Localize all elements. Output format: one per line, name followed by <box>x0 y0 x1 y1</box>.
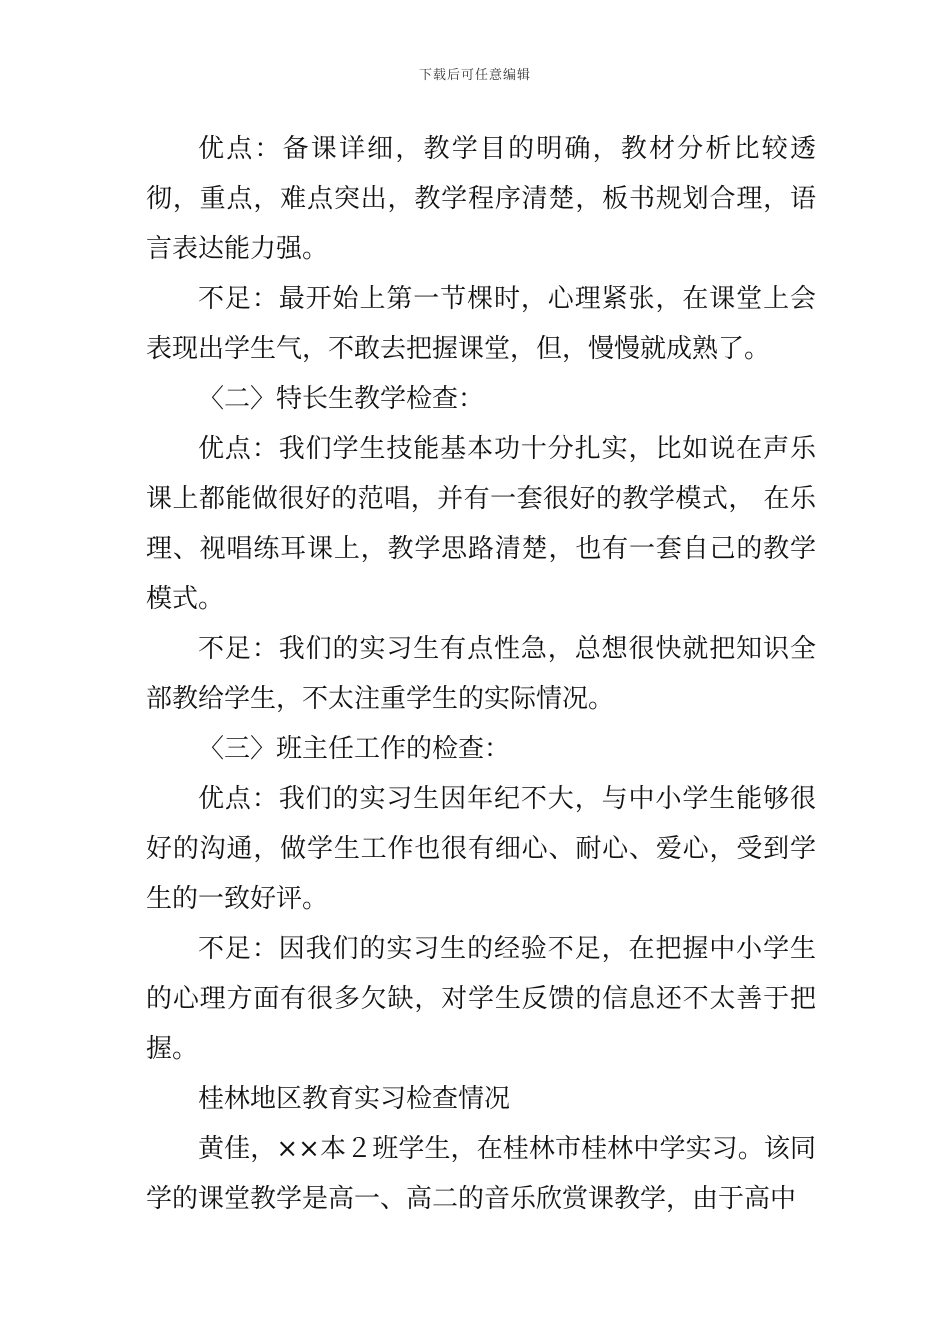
paragraph-teaching-weaknesses: 不足：最开始上第一节棵时，心理紧张，在课堂上会表现出学生气，不敢去把握课堂，但，慢慢就成熟了。 <box>146 284 816 364</box>
page-header: 下载后可任意编辑 <box>418 68 531 83</box>
paragraph-head-teacher-strengths: 优点：我们的实习生因年纪不大，与中小学生能够很好的沟通，做学生工作也很有细心、耐心、爱心，受到学生的一致好评。 <box>146 784 816 914</box>
section-heading-specialty-students: 〈二〉特长生教学检查： <box>198 384 485 414</box>
paragraph-head-teacher-weaknesses: 不足：因我们的实习生的经验不足，在把握中小学生的心理方面有很多欠缺，对学生反馈的信息还不太善于把握。 <box>146 934 816 1064</box>
paragraph-specialty-strengths: 优点：我们学生技能基本功十分扎实，比如说在声乐课上都能做很好的范唱，并有一套很好的教学模式， 在乐理、视唱练耳课上，教学思路清楚，也有一套自己的教学模式。 <box>146 434 816 614</box>
paragraph-student-huang-jia: 黄佳，××本２班学生，在桂林市桂林中学实习。该同学的课堂教学是高一、高二的音乐欣赏课教学，由于高中 <box>146 1134 816 1214</box>
section-heading-guilin-inspection: 桂林地区教育实习检查情况 <box>198 1084 511 1114</box>
paragraph-specialty-weaknesses: 不足：我们的实习生有点性急，总想很快就把知识全部教给学生，不太注重学生的实际情况。 <box>146 634 816 714</box>
section-heading-head-teacher: 〈三〉班主任工作的检查： <box>198 734 511 764</box>
paragraph-teaching-strengths: 优点：备课详细，教学目的明确，教材分析比较透彻，重点，难点突出，教学程序清楚，板书规划合理，语言表达能力强。 <box>146 134 816 264</box>
document-body <box>146 124 816 1224</box>
